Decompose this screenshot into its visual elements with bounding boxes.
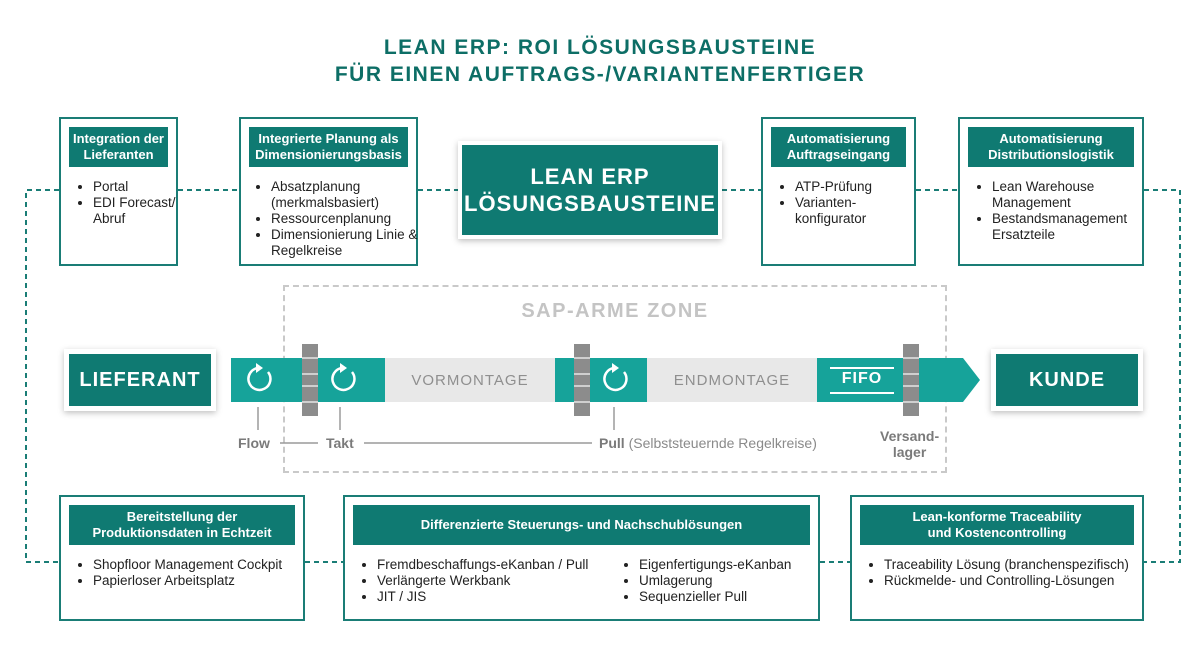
- list-item: • Ressourcenplanung: [271, 211, 421, 227]
- list-item: • Traceability Lösung (branchenspezifisch): [884, 557, 1154, 573]
- list-item: • Absatzplanung (merkmalsbasiert): [271, 179, 421, 211]
- list-item: • Bestandsmanagement Ersatzteile: [992, 211, 1152, 243]
- customer-badge: KUNDE: [996, 354, 1138, 406]
- versandlager-label: Versand- lager: [880, 428, 940, 460]
- flow-label: Flow: [238, 435, 270, 451]
- box-produktionsdaten: [59, 495, 305, 621]
- list-item: • Lean Warehouse Management: [992, 179, 1152, 211]
- list-item: • EDI Forecast/ Abruf: [93, 195, 188, 227]
- list-item: • JIT / JIS: [377, 589, 632, 605]
- list-item: • Portal: [93, 179, 188, 195]
- vormontage-segment: VORMONTAGE: [385, 358, 555, 402]
- title-line-1: LEAN ERP: ROI LÖSUNGSBAUSTEINE: [383, 36, 817, 59]
- endmontage-segment: ENDMONTAGE: [647, 358, 817, 402]
- box-title: Lean-konforme Traceability und Kostencontrolling: [860, 505, 1134, 545]
- box-items: [866, 557, 1154, 589]
- box-title: Integration der Lieferanten: [69, 127, 168, 167]
- zone-label: SAP-ARME ZONE: [521, 300, 709, 322]
- list-item: • Rückmelde- und Controlling-Lösungen: [884, 573, 1154, 589]
- list-item: • Dimensionierung Linie & Regelkreise: [271, 227, 421, 259]
- list-item: • Varianten-konfigurator: [795, 195, 905, 227]
- fifo-label: FIFO: [841, 370, 883, 387]
- supplier-badge: LIEFERANT: [69, 354, 211, 406]
- buffer-1: [302, 344, 318, 416]
- list-item: • Fremdbeschaffungs-eKanban / Pull: [377, 557, 632, 573]
- title-line-2: FÜR EINEN AUFTRAGS-/VARIANTENFERTIGER: [334, 63, 866, 86]
- center-badge: LEAN ERP LÖSUNGSBAUSTEINE: [462, 145, 718, 235]
- box-items-left: [359, 557, 632, 605]
- buffer-2: [574, 344, 590, 416]
- list-item: • Eigenfertigungs-eKanban: [639, 557, 824, 573]
- list-item: • ATP-Prüfung: [795, 179, 905, 195]
- flow-arrow-head: [963, 358, 980, 402]
- takt-label: Takt: [326, 435, 354, 451]
- box-items: [75, 557, 318, 589]
- box-title: Integrierte Planung als Dimensionierungsbasis: [249, 127, 408, 167]
- list-item: • Umlagerung: [639, 573, 824, 589]
- list-item: • Shopfloor Management Cockpit: [93, 557, 318, 573]
- box-traceability: [850, 495, 1144, 621]
- box-title: Bereitstellung der Produktionsdaten in Echtzeit: [69, 505, 295, 545]
- list-item: • Papierloser Arbeitsplatz: [93, 573, 318, 589]
- box-title: Automatisierung Distributionslogistik: [968, 127, 1134, 167]
- list-item: • Sequenzieller Pull: [639, 589, 824, 605]
- box-steuerungsloesungen: [343, 495, 820, 621]
- box-items-right: [621, 557, 824, 605]
- list-item: • Verlängerte Werkbank: [377, 573, 632, 589]
- box-title: Automatisierung Auftragseingang: [771, 127, 906, 167]
- buffer-3: [903, 344, 919, 416]
- pull-label: Pull (Selbststeuernde Regelkreise): [599, 435, 817, 451]
- flow-segment-2: [555, 358, 647, 402]
- box-title: Differenzierte Steuerungs- und Nachschublösungen: [353, 505, 810, 545]
